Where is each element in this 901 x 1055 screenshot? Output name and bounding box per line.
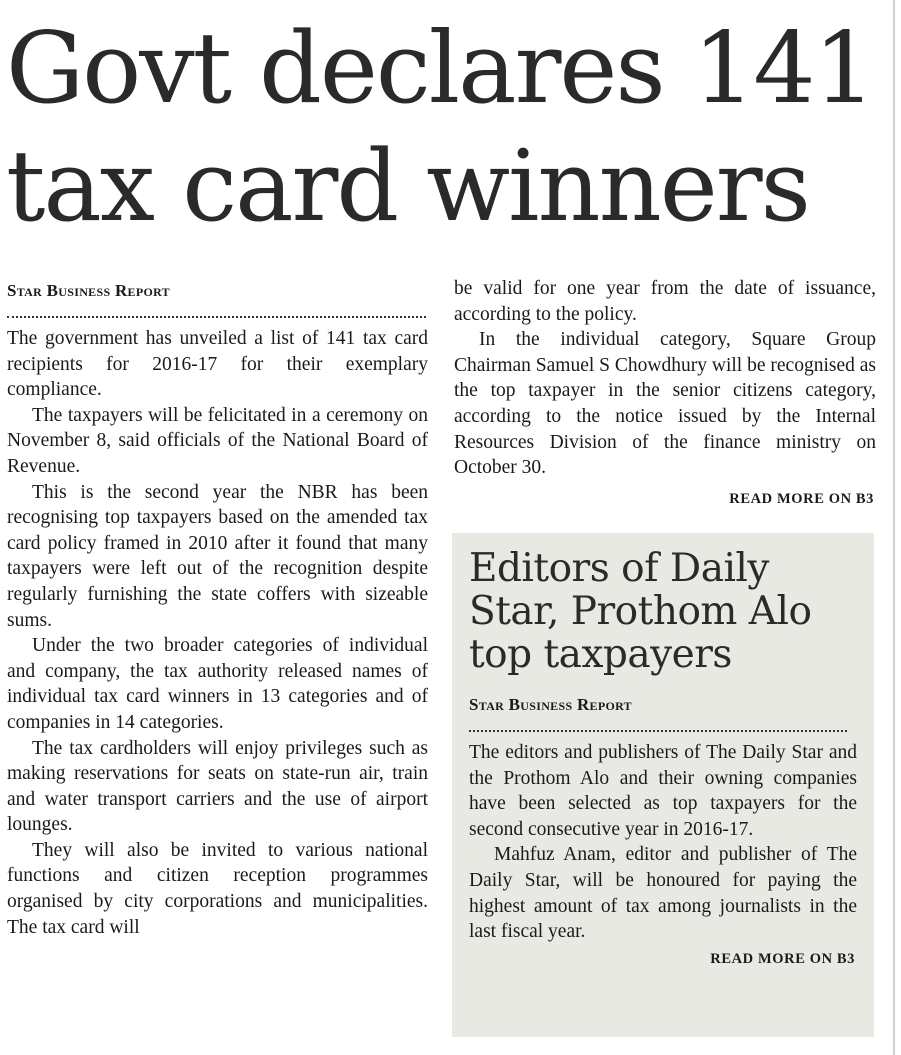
byline-dotted-rule — [7, 316, 426, 318]
main-story-read-more[interactable]: READ MORE ON B3 — [729, 490, 874, 507]
sidebar-story-byline: Star Business Report — [469, 695, 632, 714]
page-edge-rule — [893, 0, 895, 1055]
main-story-paragraph-6-part-2: be valid for one year from the date of issuance, according to the policy. — [454, 278, 876, 325]
main-story-column-right — [454, 276, 876, 512]
main-story-paragraph-2: The taxpayers will be felicitated in a ceremony on November 8, said officials of the National Board of Revenue. — [7, 404, 428, 477]
sidebar-dotted-rule — [469, 730, 847, 732]
headline — [6, 10, 896, 246]
main-story-paragraph-4: Under the two broader categories of individual and company, the tax authority released names of individual tax card winners in 13 categories and of companies in 14 categories. — [7, 635, 428, 733]
sidebar-paragraph-1: The editors and publishers of The Daily Star and the Prothom Alo and their owning companies have been selected as top taxpayers for the second consecutive year in 2016-17. — [469, 742, 857, 840]
sidebar-title-line-3: top taxpayers — [469, 632, 732, 677]
sidebar-paragraph-2: Mahfuz Anam, editor and publisher of The Daily Star, will be honoured for paying the highest amount of tax among journalists in the last fiscal year. — [469, 844, 857, 943]
sidebar-story-body — [469, 740, 857, 945]
main-story-paragraph-5: The tax cardholders will enjoy privileges such as making reservations for seats on state-run air, train and water transport carriers and the use of airport lounges. — [7, 737, 428, 836]
sidebar-read-more[interactable]: READ MORE ON B3 — [710, 950, 855, 967]
headline-line-2: tax card winners — [6, 130, 809, 244]
main-story-paragraph-3: This is the second year the NBR has been recognising top taxpayers based on the amended tax card policy framed in 2010 after it found that many taxpayers were left out of the recognition despite regularly furnishing the state coffers with sizeable sums. — [7, 481, 428, 631]
main-story-paragraph-6-part-1: They will also be invited to various national functions and citizen reception programmes organised by city corporations and municipalities. The tax card will — [7, 839, 428, 938]
sidebar-story-content — [469, 547, 857, 968]
sidebar-story-title — [469, 547, 857, 676]
sidebar-story-box — [452, 533, 874, 1037]
main-story-paragraph-7: In the individual category, Square Group Chairman Samuel S Chowdhury will be recognised as the top taxpayer in the senior citizens category, according to the notice issued by the Internal Resources Division of the finance ministry on October 30. — [454, 329, 876, 479]
main-story-paragraph-1: The government has unveiled a list of 141 tax card recipients for 2016-17 for their exemplary compliance. — [7, 328, 428, 401]
main-story-byline: Star Business Report — [7, 281, 170, 300]
sidebar-title-line-2: Star, Prothom Alo — [469, 589, 812, 634]
sidebar-title-line-1: Editors of Daily — [469, 546, 769, 591]
main-story-column-left — [7, 280, 428, 940]
headline-line-1: Govt declares 141 — [6, 12, 874, 126]
